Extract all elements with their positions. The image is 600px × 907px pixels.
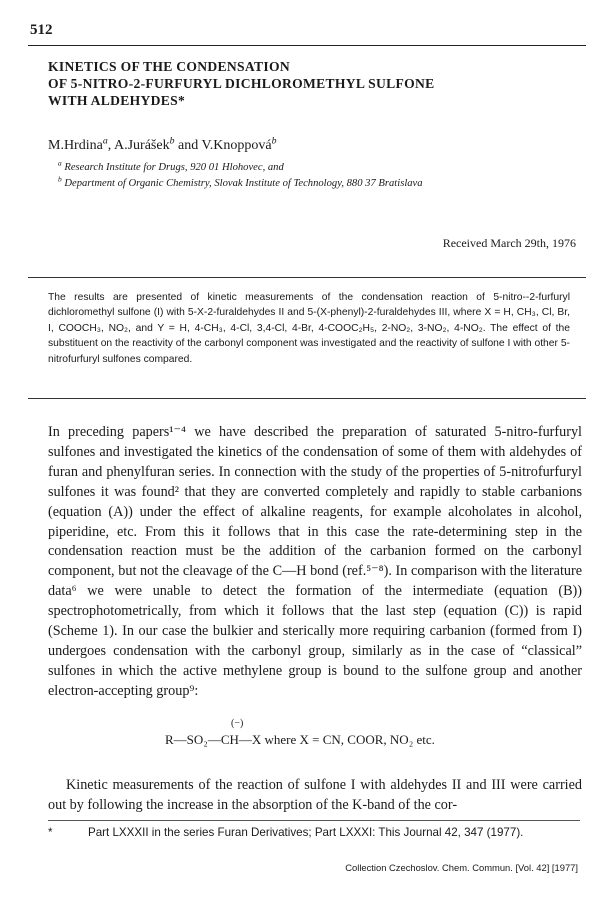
body-paragraph-2: Kinetic measurements of the reaction of sulfone I with aldehydes II and III were carried out by following the increase in the absorption of the K-band of the cor-	[48, 777, 582, 813]
abstract-rule-top	[28, 277, 586, 278]
title-line-2: OF 5-NITRO-2-FURFURYL DICHLOROMETHYL SULFONE	[48, 76, 435, 91]
authors	[48, 135, 277, 154]
footnote-mark: *	[48, 826, 53, 839]
affiliation-b	[58, 174, 423, 189]
title-line-1: KINETICS OF THE CONDENSATION	[48, 59, 290, 74]
author-3-affil-mark: b	[271, 135, 277, 147]
author-2-affil-mark: b	[169, 135, 175, 147]
title-line-3: WITH ALDEHYDES*	[48, 93, 186, 108]
received-date: Received March 29th, 1976	[442, 236, 576, 250]
sulfone-formula	[165, 718, 435, 748]
page-number: 512	[30, 22, 53, 38]
journal-citation: Collection Czechoslov. Chem. Commun. [Vol. 42] [1977]	[345, 862, 578, 873]
footnote	[48, 826, 523, 839]
author-3: V.Knoppová	[201, 138, 272, 153]
affiliation-text: Research Institute for Drugs, 920 01 Hlohovec, and	[64, 162, 284, 173]
author-separator: and	[174, 138, 202, 153]
author-separator: ,	[107, 138, 114, 153]
abstract-rule-bottom	[28, 398, 586, 399]
header-rule	[28, 45, 586, 46]
abstract: The results are presented of kinetic measurements of the condensation reaction of 5-nitro--2-furfuryl dichloromethyl sulfone (I) with 5-X-2-furaldehydes II and 5-(X-phenyl)-2-furaldehydes III, where X = H, CH₃, Cl, Br, I, COOCH₃, NO₂, and Y = H, 4-CH₃, 4-Cl, 3,4-Cl, 4-Br, 4-COOC₂H₅, 2-NO₂, 3-NO₂, 4-NO₂. The effect of the substituent on the reactivity of the carbonyl component was investigated and the reactivity of sulfone I with other 5-nitrofurfuryl sulfones compared.	[48, 292, 570, 365]
formula-text: R—SO₂—CH—X where X = CN, COOR, NO₂ etc.	[165, 732, 435, 747]
affiliation-mark: a	[58, 158, 62, 168]
author-1: M.Hrdina	[48, 138, 103, 153]
author-2: A.Jurášek	[113, 138, 170, 153]
body-paragraph-1: In preceding papers¹⁻⁴ we have described the preparation of saturated 5-nitro-furfuryl sulfones and investigated the kinetics of the condensation of some of them with aldehydes of furan and phenylfuran series. In connection with the study of the properties of 5-nitrofurfuryl sulfones it was found² that they are converted completely and rapidly to stable carbanions (equation (A)) under the effect of alkaline reagents, for example alcoholates in alcohol, piperidine, etc. From this it follows that in this case the rate-determining step in the condensation reaction must be the addition of the carbanion formed on the carbonyl component, but not the cleavage of the C—H bond (ref.⁵⁻⁸). In comparison with the literature data⁶ we were unable to detect the formation of the intermediate (equation (B)) spectrophotometrically, from which it follows that the last step (equation (C)) is rapid (Scheme 1). In our case the bulkier and sterically more requiring carbanion (formed from I) undergoes condensation with the carbonyl group, similarly as in the case of “classical” sulfones in which the active methylene group is bound to the sulfone group and another electron-accepting group⁹:	[48, 424, 582, 699]
author-1-affil-mark: a	[102, 135, 108, 147]
article-title	[48, 58, 568, 109]
carbanion-charge: (−)	[231, 718, 244, 729]
affiliation-mark: b	[58, 174, 62, 184]
affiliation-a	[58, 158, 284, 173]
footnote-text: Part LXXXII in the series Furan Derivatives; Part LXXXI: This Journal 42, 347 (1977).	[88, 826, 524, 839]
affiliation-text: Department of Organic Chemistry, Slovak Institute of Technology, 880 37 Bratislava	[64, 178, 423, 189]
footnote-rule	[48, 820, 580, 821]
